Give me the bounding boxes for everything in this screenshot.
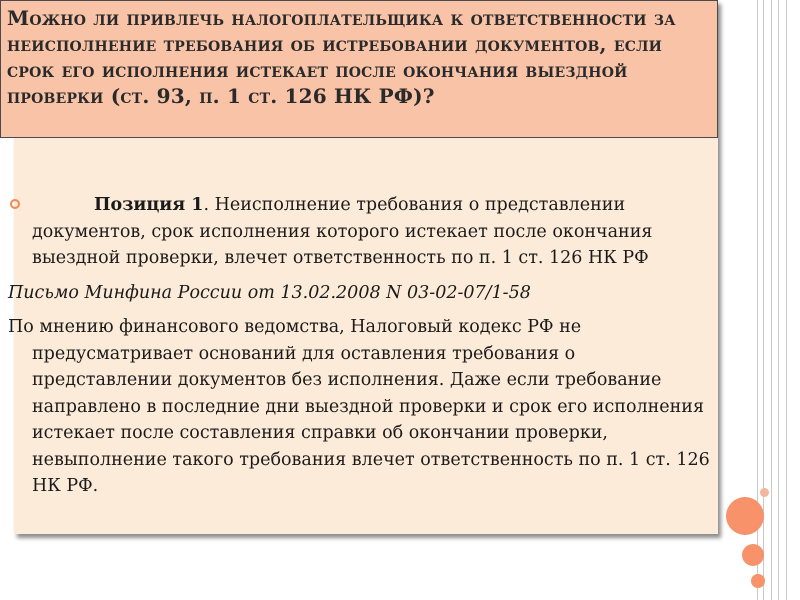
opinion-paragraph: По мнению финансового ведомства, Налоговый кодекс РФ не предусматривает оснований для оставления требования о представлении документов без исполнения. Даже если требование направлено в последние дни выездной проверки и срок его исполнения истекает после составления справки об окончании проверки, невыполнение такого требования влечет ответственность по п. 1 ст. 126 НК РФ.	[8, 317, 710, 496]
slide-content	[8, 192, 713, 508]
slide-title: Можно ли привлечь налогоплательщика к ответственности за неисполнение требования об истребовании документов, если срок его исполнения истекает после окончания выездной проверки (ст. 93, п. 1 ст. 126 НК РФ)?	[7, 6, 676, 108]
letter-reference: Письмо Минфина России от 13.02.2008 N 03-02-07/1-58	[8, 282, 531, 303]
decor-circle	[726, 497, 764, 535]
position-text: . Неисполнение требования о представлении документов, срок исполнения которого истекает после окончания выездной проверки, влечет ответственность по п. 1 ст. 126 НК РФ	[32, 195, 653, 268]
decor-line	[786, 0, 787, 600]
decor-line	[778, 0, 779, 600]
decor-circle	[742, 544, 764, 566]
title-box	[0, 0, 718, 138]
decor-circle	[760, 488, 769, 497]
decor-line	[771, 0, 772, 600]
circle-bullet-icon	[10, 199, 20, 209]
decor-circle	[751, 574, 765, 588]
position-label: Позиция 1	[94, 195, 204, 215]
position-body	[32, 192, 713, 272]
position-paragraph	[8, 192, 713, 272]
